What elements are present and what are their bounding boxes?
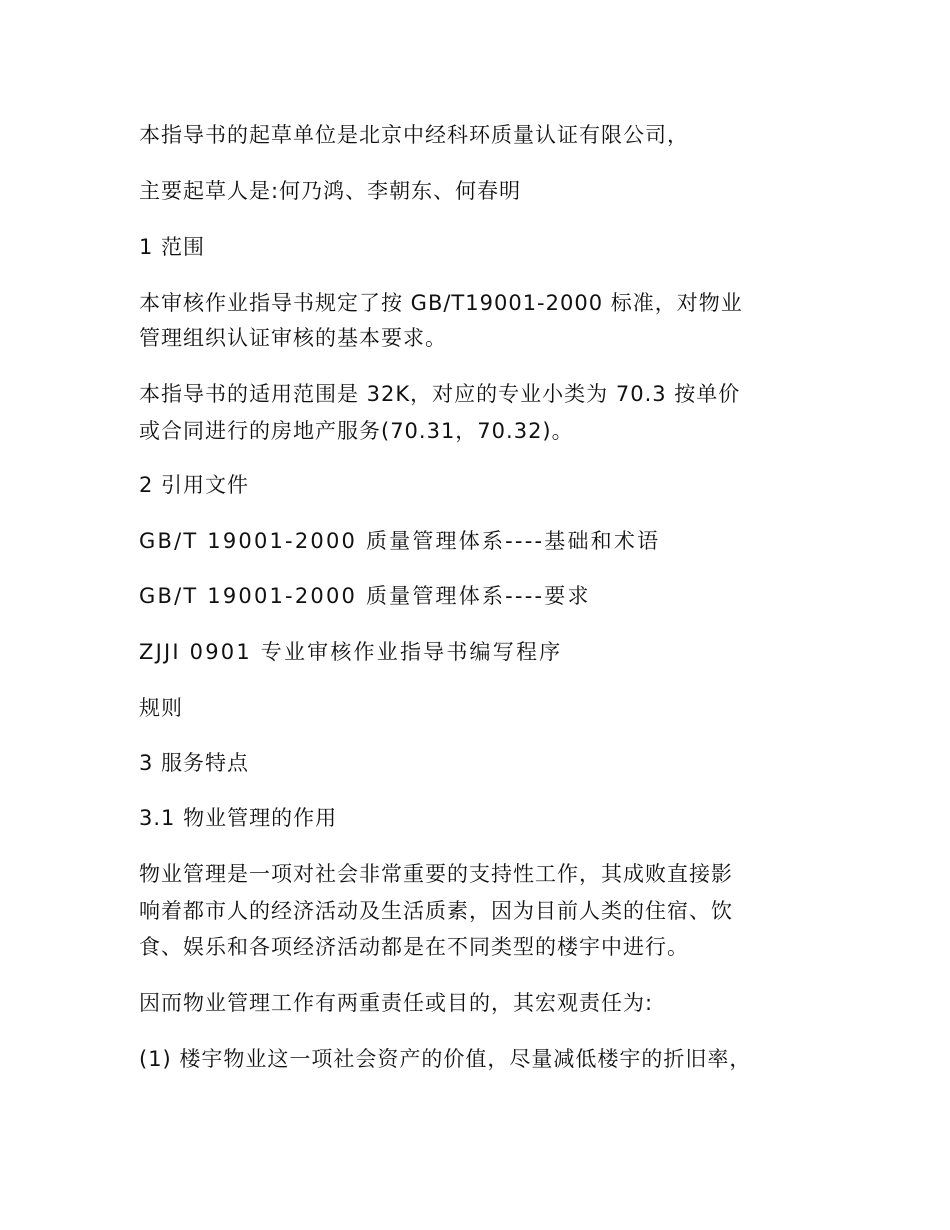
paragraph-scope-line-2: 管理组织认证审核的基本要求。 bbox=[139, 326, 447, 350]
paragraph-role-line-3: 食、娱乐和各项经济活动都是在不同类型的楼宇中进行。 bbox=[139, 935, 689, 959]
paragraph-applicability-line-2: 或合同进行的房地产服务(70.31，70.32)。 bbox=[139, 419, 574, 443]
paragraph-drafting-unit: 本指导书的起草单位是北京中经科环质量认证有限公司， bbox=[139, 123, 689, 147]
paragraph-applicability-line-1: 本指导书的适用范围是 32K，对应的专业小类为 70.3 按单价 bbox=[139, 382, 741, 406]
heading-referenced-documents: 2 引用文件 bbox=[139, 473, 250, 497]
paragraph-scope-line-1: 本审核作业指导书规定了按 GB/T19001-2000 标准，对物业 bbox=[139, 291, 743, 315]
heading-scope: 1 范围 bbox=[139, 235, 206, 259]
heading-service-characteristics: 3 服务特点 bbox=[139, 751, 250, 775]
reference-item-3-continuation: 规则 bbox=[139, 696, 183, 720]
heading-role-of-property-management: 3.1 物业管理的作用 bbox=[139, 806, 338, 830]
reference-item-1: GB/T 19001-2000 质量管理体系----基础和术语 bbox=[139, 529, 661, 553]
list-item-1: (1) 楼宇物业这一项社会资产的价值，尽量减低楼宇的折旧率， bbox=[139, 1047, 752, 1071]
reference-item-3: ZJJI 0901 专业审核作业指导书编写程序 bbox=[139, 640, 563, 664]
paragraph-responsibilities: 因而物业管理工作有两重责任或目的，其宏观责任为: bbox=[139, 991, 654, 1015]
paragraph-drafters: 主要起草人是:何乃鸿、李朝东、何春明 bbox=[139, 179, 522, 203]
paragraph-role-line-2: 响着都市人的经济活动及生活质素，因为目前人类的住宿、饮 bbox=[139, 899, 733, 923]
reference-item-2: GB/T 19001-2000 质量管理体系----要求 bbox=[139, 584, 591, 608]
paragraph-role-line-1: 物业管理是一项对社会非常重要的支持性工作，其成败直接影 bbox=[139, 862, 733, 886]
